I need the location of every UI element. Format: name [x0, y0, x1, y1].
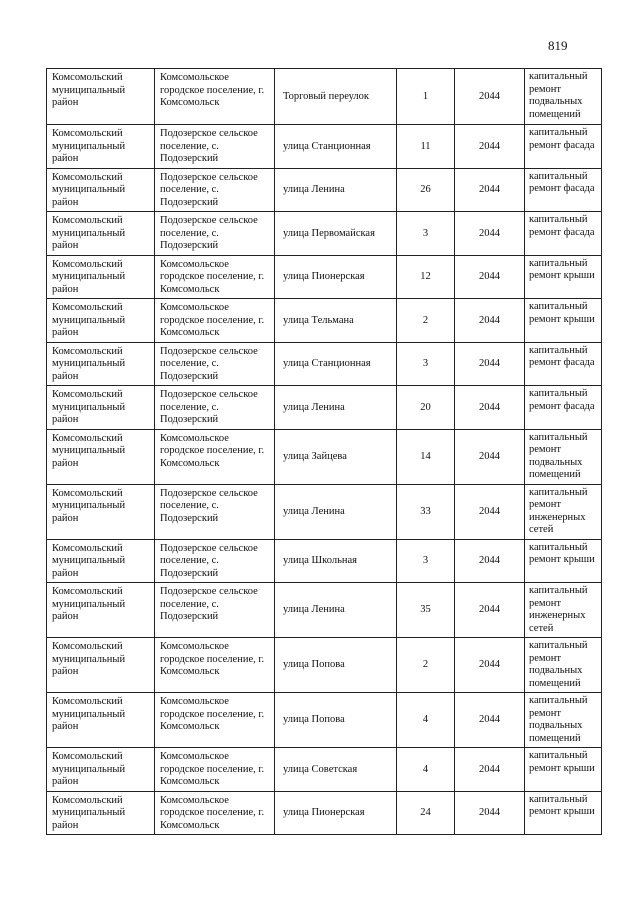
district-cell: Комсомольский муниципальный район [47, 255, 155, 299]
house-number-cell: 3 [397, 539, 455, 583]
street-cell: улица Советская [275, 748, 397, 792]
year-cell: 2044 [455, 638, 525, 693]
district-cell: Комсомольский муниципальный район [47, 748, 155, 792]
work-type-cell: капитальный ремонт подвальных помещений [525, 693, 602, 748]
district-cell: Комсомольский муниципальный район [47, 583, 155, 638]
table-row [47, 748, 602, 792]
work-type-cell: капитальный ремонт фасада [525, 125, 602, 169]
table-row [47, 125, 602, 169]
work-type-cell: капитальный ремонт фасада [525, 342, 602, 386]
table-row [47, 299, 602, 343]
settlement-cell: Комсомольское городское поселение, г. Комсомольск [155, 429, 275, 484]
year-cell: 2044 [455, 583, 525, 638]
table-row [47, 342, 602, 386]
street-cell: улица Тельмана [275, 299, 397, 343]
district-cell: Комсомольский муниципальный район [47, 429, 155, 484]
house-number-cell: 14 [397, 429, 455, 484]
house-number-cell: 3 [397, 212, 455, 256]
table-row [47, 539, 602, 583]
year-cell: 2044 [455, 429, 525, 484]
table-row [47, 583, 602, 638]
year-cell: 2044 [455, 386, 525, 430]
table-row [47, 255, 602, 299]
table-row [47, 791, 602, 835]
work-type-cell: капитальный ремонт крыши [525, 299, 602, 343]
district-cell: Комсомольский муниципальный район [47, 168, 155, 212]
district-cell: Комсомольский муниципальный район [47, 342, 155, 386]
work-type-cell: капитальный ремонт крыши [525, 748, 602, 792]
district-cell: Комсомольский муниципальный район [47, 386, 155, 430]
street-cell: улица Станционная [275, 125, 397, 169]
district-cell: Комсомольский муниципальный район [47, 125, 155, 169]
year-cell: 2044 [455, 342, 525, 386]
settlement-cell: Подозерское сельское поселение, с. Подозерский [155, 484, 275, 539]
settlement-cell: Комсомольское городское поселение, г. Комсомольск [155, 638, 275, 693]
house-number-cell: 24 [397, 791, 455, 835]
year-cell: 2044 [455, 693, 525, 748]
table-row [47, 212, 602, 256]
year-cell: 2044 [455, 125, 525, 169]
settlement-cell: Подозерское сельское поселение, с. Подозерский [155, 342, 275, 386]
year-cell: 2044 [455, 791, 525, 835]
house-number-cell: 20 [397, 386, 455, 430]
settlement-cell: Комсомольское городское поселение, г. Комсомольск [155, 748, 275, 792]
house-number-cell: 4 [397, 693, 455, 748]
district-cell: Комсомольский муниципальный район [47, 539, 155, 583]
district-cell: Комсомольский муниципальный район [47, 791, 155, 835]
settlement-cell: Подозерское сельское поселение, с. Подозерский [155, 125, 275, 169]
housing-repair-table [46, 68, 602, 835]
settlement-cell: Подозерское сельское поселение, с. Подозерский [155, 583, 275, 638]
year-cell: 2044 [455, 539, 525, 583]
year-cell: 2044 [455, 212, 525, 256]
house-number-cell: 3 [397, 342, 455, 386]
work-type-cell: капитальный ремонт фасада [525, 212, 602, 256]
house-number-cell: 4 [397, 748, 455, 792]
work-type-cell: капитальный ремонт инженерных сетей [525, 583, 602, 638]
street-cell: улица Попова [275, 693, 397, 748]
district-cell: Комсомольский муниципальный район [47, 69, 155, 125]
house-number-cell: 35 [397, 583, 455, 638]
table-row [47, 69, 602, 125]
year-cell: 2044 [455, 255, 525, 299]
table-row [47, 638, 602, 693]
street-cell: улица Ленина [275, 386, 397, 430]
street-cell: улица Попова [275, 638, 397, 693]
settlement-cell: Подозерское сельское поселение, с. Подозерский [155, 539, 275, 583]
street-cell: улица Ленина [275, 583, 397, 638]
district-cell: Комсомольский муниципальный район [47, 693, 155, 748]
district-cell: Комсомольский муниципальный район [47, 299, 155, 343]
work-type-cell: капитальный ремонт крыши [525, 791, 602, 835]
house-number-cell: 33 [397, 484, 455, 539]
settlement-cell: Подозерское сельское поселение, с. Подозерский [155, 386, 275, 430]
settlement-cell: Комсомольское городское поселение, г. Комсомольск [155, 299, 275, 343]
district-cell: Комсомольский муниципальный район [47, 212, 155, 256]
street-cell: улица Пионерская [275, 791, 397, 835]
settlement-cell: Подозерское сельское поселение, с. Подозерский [155, 212, 275, 256]
work-type-cell: капитальный ремонт подвальных помещений [525, 69, 602, 125]
street-cell: Торговый переулок [275, 69, 397, 125]
street-cell: улица Станционная [275, 342, 397, 386]
table-row [47, 168, 602, 212]
year-cell: 2044 [455, 299, 525, 343]
work-type-cell: капитальный ремонт подвальных помещений [525, 638, 602, 693]
street-cell: улица Школьная [275, 539, 397, 583]
settlement-cell: Комсомольское городское поселение, г. Комсомольск [155, 693, 275, 748]
year-cell: 2044 [455, 748, 525, 792]
table-row [47, 693, 602, 748]
settlement-cell: Подозерское сельское поселение, с. Подозерский [155, 168, 275, 212]
table-row [47, 484, 602, 539]
work-type-cell: капитальный ремонт фасада [525, 386, 602, 430]
settlement-cell: Комсомольское городское поселение, г. Комсомольск [155, 791, 275, 835]
work-type-cell: капитальный ремонт крыши [525, 539, 602, 583]
year-cell: 2044 [455, 484, 525, 539]
settlement-cell: Комсомольское городское поселение, г. Комсомольск [155, 69, 275, 125]
street-cell: улица Ленина [275, 168, 397, 212]
year-cell: 2044 [455, 69, 525, 125]
house-number-cell: 12 [397, 255, 455, 299]
table-body [47, 69, 602, 835]
work-type-cell: капитальный ремонт подвальных помещений [525, 429, 602, 484]
street-cell: улица Пионерская [275, 255, 397, 299]
table-row [47, 429, 602, 484]
settlement-cell: Комсомольское городское поселение, г. Комсомольск [155, 255, 275, 299]
work-type-cell: капитальный ремонт фасада [525, 168, 602, 212]
street-cell: улица Первомайская [275, 212, 397, 256]
page-number: 819 [548, 38, 568, 53]
street-cell: улица Ленина [275, 484, 397, 539]
district-cell: Комсомольский муниципальный район [47, 638, 155, 693]
house-number-cell: 2 [397, 638, 455, 693]
year-cell: 2044 [455, 168, 525, 212]
district-cell: Комсомольский муниципальный район [47, 484, 155, 539]
street-cell: улица Зайцева [275, 429, 397, 484]
work-type-cell: капитальный ремонт крыши [525, 255, 602, 299]
table-row [47, 386, 602, 430]
house-number-cell: 1 [397, 69, 455, 125]
house-number-cell: 2 [397, 299, 455, 343]
house-number-cell: 11 [397, 125, 455, 169]
house-number-cell: 26 [397, 168, 455, 212]
work-type-cell: капитальный ремонт инженерных сетей [525, 484, 602, 539]
